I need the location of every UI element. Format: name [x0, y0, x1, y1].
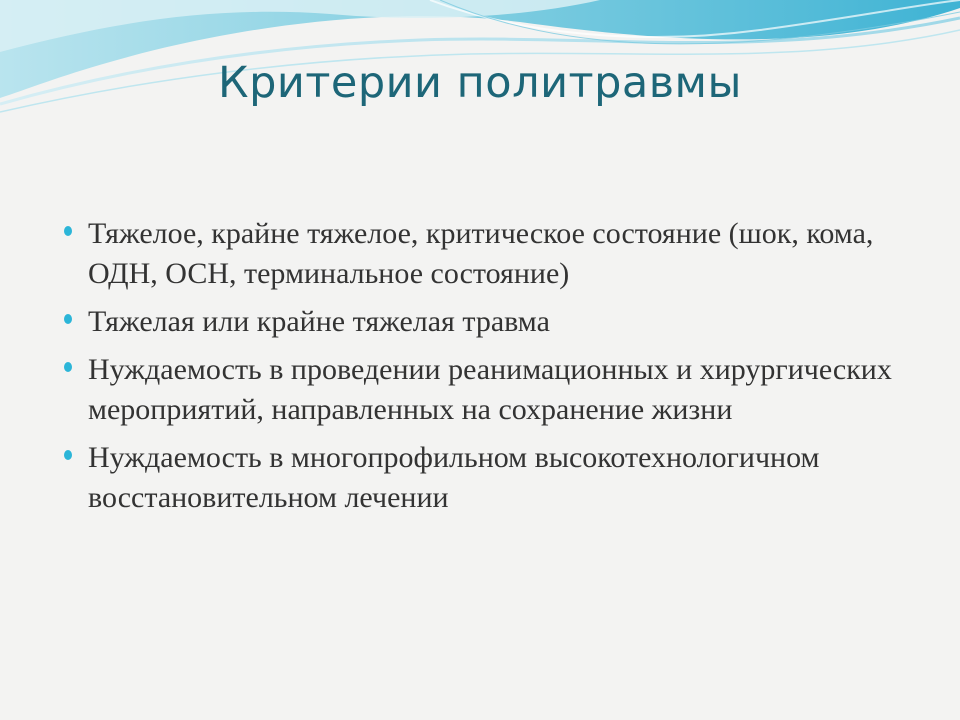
bullet-list [60, 214, 920, 526]
bullet-item [60, 302, 920, 342]
bullet-text: Тяжелое, крайне тяжелое, критическое состояние (шок, кома, ОДН, ОСН, терминальное состояние) [88, 217, 874, 290]
bullet-item [60, 214, 920, 294]
bullet-text: Нуждаемость в проведении реанимационных и хирургических мероприятий, направленных на сохранение жизни [88, 353, 892, 426]
bullet-dot-icon [64, 226, 72, 236]
bullet-dot-icon [64, 362, 72, 372]
bullet-text: Тяжелая или крайне тяжелая травма [88, 305, 550, 338]
bullet-item [60, 350, 920, 430]
bullet-dot-icon [64, 450, 72, 460]
bullet-text: Нуждаемость в многопрофильном высокотехнологичном восстановительном лечении [88, 441, 820, 514]
bullet-item [60, 438, 920, 518]
bullet-dot-icon [64, 314, 72, 324]
slide-title: Критерии политравмы [218, 58, 742, 108]
